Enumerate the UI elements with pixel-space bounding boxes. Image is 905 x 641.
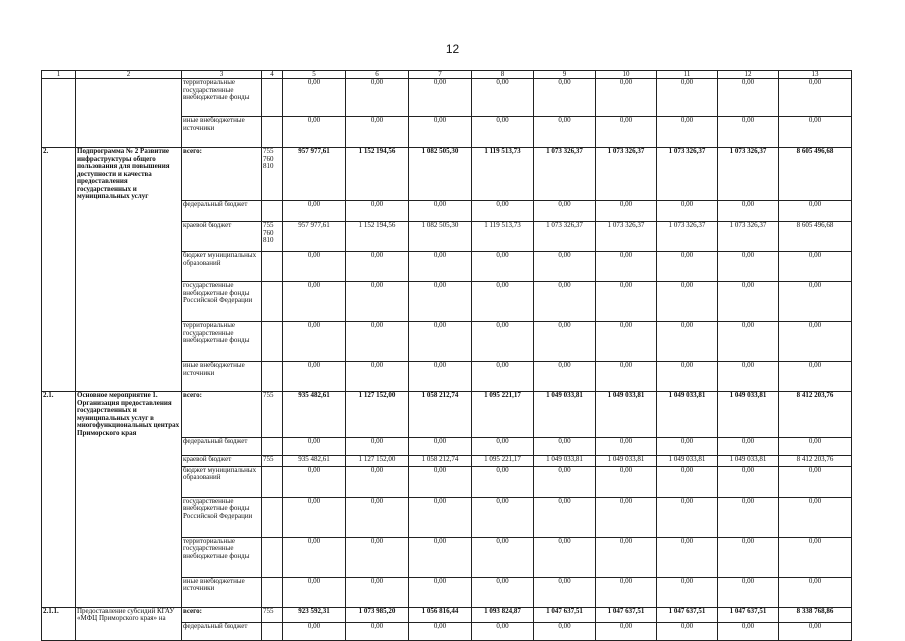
column-number: 12 xyxy=(718,71,779,79)
funding-source-cell: федеральный бюджет xyxy=(182,437,262,455)
amount-cell: 1 073 326,37 xyxy=(534,148,596,201)
amount-cell: 0,00 xyxy=(409,437,472,455)
amount-cell: 0,00 xyxy=(534,79,596,117)
page-number: 12 xyxy=(445,42,460,56)
code-cell xyxy=(262,252,283,282)
funding-source-cell: территориальные государственные внебюджетные фонды xyxy=(182,537,262,577)
amount-cell: 0,00 xyxy=(409,362,472,392)
amount-cell: 1 073 985,20 xyxy=(346,607,409,623)
amount-cell: 0,00 xyxy=(596,282,657,322)
column-number: 13 xyxy=(779,71,852,79)
amount-cell: 1 058 212,74 xyxy=(409,392,472,438)
amount-cell: 0,00 xyxy=(657,282,718,322)
row-number-cell: 2.1. xyxy=(42,392,76,438)
amount-cell: 1 049 033,81 xyxy=(534,392,596,438)
amount-cell: 0,00 xyxy=(718,322,779,362)
funding-source-cell: иные внебюджетные источники xyxy=(182,577,262,607)
amount-cell: 0,00 xyxy=(779,322,852,362)
amount-cell: 0,00 xyxy=(534,362,596,392)
amount-cell: 0,00 xyxy=(657,623,718,641)
amount-cell: 0,00 xyxy=(283,322,346,362)
amount-cell: 0,00 xyxy=(718,201,779,222)
amount-cell: 0,00 xyxy=(283,577,346,607)
amount-cell: 0,00 xyxy=(472,623,534,641)
amount-cell: 0,00 xyxy=(657,437,718,455)
amount-cell: 0,00 xyxy=(657,79,718,117)
amount-cell: 0,00 xyxy=(534,117,596,148)
table-row xyxy=(42,79,852,117)
column-number: 1 xyxy=(42,71,76,79)
amount-cell: 0,00 xyxy=(346,577,409,607)
amount-cell: 0,00 xyxy=(718,252,779,282)
row-number-cell xyxy=(42,497,76,537)
amount-cell: 0,00 xyxy=(283,362,346,392)
amount-cell: 0,00 xyxy=(472,362,534,392)
funding-source-cell: федеральный бюджет xyxy=(182,201,262,222)
amount-cell: 0,00 xyxy=(346,362,409,392)
amount-cell: 0,00 xyxy=(346,252,409,282)
amount-cell: 1 119 513,73 xyxy=(472,148,534,201)
program-name-cell: Предоставление субсидий КГАУ «МФЦ Приморского края» на xyxy=(76,607,182,623)
code-cell: 755 760 810 xyxy=(262,148,283,201)
funding-source-cell: бюджет муниципальных образований xyxy=(182,252,262,282)
funding-source-cell: государственные внебюджетные фонды Российской Федерации xyxy=(182,282,262,322)
code-cell xyxy=(262,117,283,148)
amount-cell: 0,00 xyxy=(779,623,852,641)
amount-cell: 1 073 326,37 xyxy=(534,222,596,252)
amount-cell: 0,00 xyxy=(346,79,409,117)
code-cell: 755 xyxy=(262,607,283,623)
amount-cell: 0,00 xyxy=(718,497,779,537)
amount-cell: 0,00 xyxy=(346,623,409,641)
amount-cell: 935 482,61 xyxy=(283,392,346,438)
amount-cell: 0,00 xyxy=(718,623,779,641)
amount-cell: 0,00 xyxy=(409,322,472,362)
program-name-cell xyxy=(76,577,182,607)
row-number-cell xyxy=(42,282,76,322)
code-cell xyxy=(262,282,283,322)
amount-cell: 1 073 326,37 xyxy=(657,222,718,252)
amount-cell: 0,00 xyxy=(409,117,472,148)
column-number: 6 xyxy=(346,71,409,79)
funding-source-cell: всего: xyxy=(182,148,262,201)
amount-cell: 1 095 221,17 xyxy=(472,392,534,438)
amount-cell: 1 093 824,87 xyxy=(472,607,534,623)
amount-cell: 0,00 xyxy=(346,466,409,497)
amount-cell: 0,00 xyxy=(472,466,534,497)
amount-cell: 1 095 221,17 xyxy=(472,455,534,466)
amount-cell: 0,00 xyxy=(472,437,534,455)
amount-cell: 0,00 xyxy=(283,252,346,282)
amount-cell: 1 127 152,00 xyxy=(346,392,409,438)
amount-cell: 0,00 xyxy=(534,466,596,497)
amount-cell: 0,00 xyxy=(596,577,657,607)
amount-cell: 0,00 xyxy=(657,252,718,282)
column-number: 5 xyxy=(283,71,346,79)
amount-cell: 0,00 xyxy=(346,437,409,455)
amount-cell: 0,00 xyxy=(779,437,852,455)
amount-cell: 1 056 816,44 xyxy=(409,607,472,623)
code-cell xyxy=(262,201,283,222)
amount-cell: 1 047 637,51 xyxy=(534,607,596,623)
amount-cell: 1 047 637,51 xyxy=(657,607,718,623)
amount-cell: 1 073 326,37 xyxy=(718,222,779,252)
amount-cell: 0,00 xyxy=(657,117,718,148)
amount-cell: 0,00 xyxy=(472,282,534,322)
row-number-cell xyxy=(42,201,76,222)
amount-cell: 0,00 xyxy=(472,79,534,117)
amount-cell: 0,00 xyxy=(718,466,779,497)
row-number-cell xyxy=(42,252,76,282)
amount-cell: 0,00 xyxy=(283,201,346,222)
amount-cell: 8 338 768,86 xyxy=(779,607,852,623)
amount-cell: 0,00 xyxy=(409,497,472,537)
funding-source-cell: краевой бюджет xyxy=(182,222,262,252)
amount-cell: 0,00 xyxy=(472,537,534,577)
amount-cell: 923 592,31 xyxy=(283,607,346,623)
code-cell xyxy=(262,437,283,455)
table-row xyxy=(42,497,852,537)
column-number: 2 xyxy=(76,71,182,79)
amount-cell: 0,00 xyxy=(409,623,472,641)
amount-cell: 1 073 326,37 xyxy=(718,148,779,201)
amount-cell: 0,00 xyxy=(409,537,472,577)
amount-cell: 1 073 326,37 xyxy=(596,148,657,201)
table-row xyxy=(42,537,852,577)
code-cell: 755 xyxy=(262,455,283,466)
amount-cell: 0,00 xyxy=(596,623,657,641)
table-row xyxy=(42,148,852,201)
code-cell xyxy=(262,537,283,577)
amount-cell: 0,00 xyxy=(596,437,657,455)
funding-source-cell: иные внебюджетные источники xyxy=(182,362,262,392)
program-name-cell xyxy=(76,322,182,362)
amount-cell: 1 058 212,74 xyxy=(409,455,472,466)
code-cell xyxy=(262,497,283,537)
amount-cell: 0,00 xyxy=(534,497,596,537)
amount-cell: 0,00 xyxy=(657,362,718,392)
amount-cell: 0,00 xyxy=(779,537,852,577)
row-number-cell: 2. xyxy=(42,148,76,201)
amount-cell: 0,00 xyxy=(534,322,596,362)
amount-cell: 1 152 194,56 xyxy=(346,148,409,201)
amount-cell: 957 977,61 xyxy=(283,222,346,252)
row-number-cell xyxy=(42,466,76,497)
table-row xyxy=(42,322,852,362)
amount-cell: 0,00 xyxy=(657,322,718,362)
amount-cell: 1 082 505,30 xyxy=(409,222,472,252)
column-number: 9 xyxy=(534,71,596,79)
program-name-cell xyxy=(76,362,182,392)
amount-cell: 0,00 xyxy=(409,577,472,607)
program-name-cell xyxy=(76,79,182,117)
amount-cell: 1 082 505,30 xyxy=(409,148,472,201)
code-cell: 755 xyxy=(262,392,283,438)
amount-cell: 1 049 033,81 xyxy=(534,455,596,466)
row-number-cell xyxy=(42,577,76,607)
amount-cell: 0,00 xyxy=(346,282,409,322)
table-row xyxy=(42,392,852,438)
amount-cell: 0,00 xyxy=(283,437,346,455)
code-cell xyxy=(262,362,283,392)
amount-cell: 0,00 xyxy=(779,362,852,392)
amount-cell: 0,00 xyxy=(596,117,657,148)
amount-cell: 0,00 xyxy=(472,252,534,282)
amount-cell: 0,00 xyxy=(472,117,534,148)
row-number-cell xyxy=(42,117,76,148)
code-cell xyxy=(262,466,283,497)
code-cell xyxy=(262,322,283,362)
amount-cell: 0,00 xyxy=(283,537,346,577)
program-name-cell xyxy=(76,222,182,252)
amount-cell: 0,00 xyxy=(779,252,852,282)
amount-cell: 0,00 xyxy=(657,466,718,497)
table-row xyxy=(42,362,852,392)
program-name-cell xyxy=(76,437,182,455)
funding-source-cell: краевой бюджет xyxy=(182,455,262,466)
amount-cell: 0,00 xyxy=(596,201,657,222)
amount-cell: 1 049 033,81 xyxy=(596,455,657,466)
amount-cell: 1 047 637,51 xyxy=(596,607,657,623)
funding-source-cell: территориальные государственные внебюджетные фонды xyxy=(182,79,262,117)
amount-cell: 0,00 xyxy=(409,282,472,322)
row-number-cell xyxy=(42,537,76,577)
amount-cell: 0,00 xyxy=(718,282,779,322)
amount-cell: 1 049 033,81 xyxy=(718,392,779,438)
amount-cell: 0,00 xyxy=(409,466,472,497)
amount-cell: 0,00 xyxy=(779,577,852,607)
program-name-cell xyxy=(76,623,182,641)
amount-cell: 957 977,61 xyxy=(283,148,346,201)
budget-table xyxy=(41,70,852,641)
amount-cell: 0,00 xyxy=(283,497,346,537)
amount-cell: 0,00 xyxy=(534,252,596,282)
table-row xyxy=(42,623,852,641)
amount-cell: 0,00 xyxy=(596,537,657,577)
column-number: 10 xyxy=(596,71,657,79)
amount-cell: 0,00 xyxy=(534,282,596,322)
amount-cell: 0,00 xyxy=(472,201,534,222)
amount-cell: 0,00 xyxy=(718,79,779,117)
table-row xyxy=(42,437,852,455)
amount-cell: 0,00 xyxy=(657,577,718,607)
amount-cell: 0,00 xyxy=(346,322,409,362)
amount-cell: 0,00 xyxy=(283,282,346,322)
amount-cell: 0,00 xyxy=(409,252,472,282)
amount-cell: 0,00 xyxy=(472,497,534,537)
amount-cell: 1 047 637,51 xyxy=(718,607,779,623)
code-cell xyxy=(262,623,283,641)
funding-source-cell: территориальные государственные внебюджетные фонды xyxy=(182,322,262,362)
amount-cell: 1 127 152,00 xyxy=(346,455,409,466)
table-row xyxy=(42,282,852,322)
amount-cell: 8 412 203,76 xyxy=(779,392,852,438)
row-number-cell xyxy=(42,79,76,117)
code-cell: 755 760 810 xyxy=(262,222,283,252)
table-row xyxy=(42,455,852,466)
program-name-cell: Основное мероприятие 1. Организация предоставления государственных и муниципальных услуг в многофункциональных центрах Приморского края xyxy=(76,392,182,438)
amount-cell: 0,00 xyxy=(283,79,346,117)
amount-cell: 0,00 xyxy=(596,322,657,362)
funding-source-cell: государственные внебюджетные фонды Российской Федерации xyxy=(182,497,262,537)
amount-cell: 0,00 xyxy=(596,79,657,117)
amount-cell: 0,00 xyxy=(657,497,718,537)
amount-cell: 0,00 xyxy=(409,201,472,222)
row-number-cell xyxy=(42,222,76,252)
funding-source-cell: всего: xyxy=(182,392,262,438)
amount-cell: 0,00 xyxy=(534,623,596,641)
amount-cell: 1 049 033,81 xyxy=(657,455,718,466)
amount-cell: 0,00 xyxy=(779,201,852,222)
column-number-row xyxy=(42,71,852,79)
row-number-cell xyxy=(42,362,76,392)
program-name-cell xyxy=(76,252,182,282)
program-name-cell xyxy=(76,497,182,537)
funding-source-cell: бюджет муниципальных образований xyxy=(182,466,262,497)
amount-cell: 0,00 xyxy=(657,537,718,577)
amount-cell: 0,00 xyxy=(596,362,657,392)
amount-cell: 0,00 xyxy=(657,201,718,222)
amount-cell: 0,00 xyxy=(718,362,779,392)
table-row xyxy=(42,466,852,497)
program-name-cell xyxy=(76,537,182,577)
amount-cell: 8 605 496,68 xyxy=(779,148,852,201)
column-number: 4 xyxy=(262,71,283,79)
amount-cell: 0,00 xyxy=(534,201,596,222)
funding-source-cell: иные внебюджетные источники xyxy=(182,117,262,148)
column-number: 11 xyxy=(657,71,718,79)
row-number-cell xyxy=(42,322,76,362)
row-number-cell xyxy=(42,623,76,641)
table-row xyxy=(42,577,852,607)
program-name-cell xyxy=(76,282,182,322)
amount-cell: 0,00 xyxy=(534,537,596,577)
amount-cell: 1 119 513,73 xyxy=(472,222,534,252)
amount-cell: 1 049 033,81 xyxy=(596,392,657,438)
amount-cell: 8 605 496,68 xyxy=(779,222,852,252)
amount-cell: 0,00 xyxy=(596,497,657,537)
column-number: 7 xyxy=(409,71,472,79)
code-cell xyxy=(262,577,283,607)
amount-cell: 0,00 xyxy=(779,79,852,117)
amount-cell: 0,00 xyxy=(596,252,657,282)
amount-cell: 0,00 xyxy=(779,117,852,148)
funding-source-cell: всего: xyxy=(182,607,262,623)
amount-cell: 0,00 xyxy=(346,117,409,148)
amount-cell: 1 152 194,56 xyxy=(346,222,409,252)
amount-cell: 0,00 xyxy=(283,623,346,641)
program-name-cell xyxy=(76,466,182,497)
amount-cell: 0,00 xyxy=(534,437,596,455)
funding-source-cell: федеральный бюджет xyxy=(182,623,262,641)
row-number-cell xyxy=(42,437,76,455)
amount-cell: 0,00 xyxy=(779,466,852,497)
column-number: 3 xyxy=(182,71,262,79)
amount-cell: 0,00 xyxy=(718,537,779,577)
amount-cell: 0,00 xyxy=(718,117,779,148)
amount-cell: 0,00 xyxy=(346,201,409,222)
program-name-cell xyxy=(76,117,182,148)
program-name-cell xyxy=(76,455,182,466)
amount-cell: 935 482,61 xyxy=(283,455,346,466)
row-number-cell: 2.1.1. xyxy=(42,607,76,623)
code-cell xyxy=(262,79,283,117)
amount-cell: 0,00 xyxy=(718,577,779,607)
amount-cell: 0,00 xyxy=(409,79,472,117)
table-row xyxy=(42,222,852,252)
amount-cell: 0,00 xyxy=(283,117,346,148)
row-number-cell xyxy=(42,455,76,466)
amount-cell: 1 049 033,81 xyxy=(718,455,779,466)
amount-cell: 0,00 xyxy=(346,537,409,577)
table-row xyxy=(42,252,852,282)
amount-cell: 8 412 203,76 xyxy=(779,455,852,466)
amount-cell: 0,00 xyxy=(718,437,779,455)
amount-cell: 0,00 xyxy=(596,466,657,497)
table-row xyxy=(42,117,852,148)
amount-cell: 0,00 xyxy=(472,322,534,362)
table-row xyxy=(42,607,852,623)
amount-cell: 1 073 326,37 xyxy=(596,222,657,252)
amount-cell: 0,00 xyxy=(472,577,534,607)
column-number: 8 xyxy=(472,71,534,79)
table-row xyxy=(42,201,852,222)
program-name-cell: Подпрограмма № 2 Развитие инфраструктуры общего пользования для повышения доступности и качества предоставления государственных и муниципальных услуг xyxy=(76,148,182,201)
amount-cell: 0,00 xyxy=(283,466,346,497)
amount-cell: 0,00 xyxy=(346,497,409,537)
amount-cell: 0,00 xyxy=(534,577,596,607)
amount-cell: 1 049 033,81 xyxy=(657,392,718,438)
amount-cell: 1 073 326,37 xyxy=(657,148,718,201)
program-name-cell xyxy=(76,201,182,222)
amount-cell: 0,00 xyxy=(779,282,852,322)
amount-cell: 0,00 xyxy=(779,497,852,537)
